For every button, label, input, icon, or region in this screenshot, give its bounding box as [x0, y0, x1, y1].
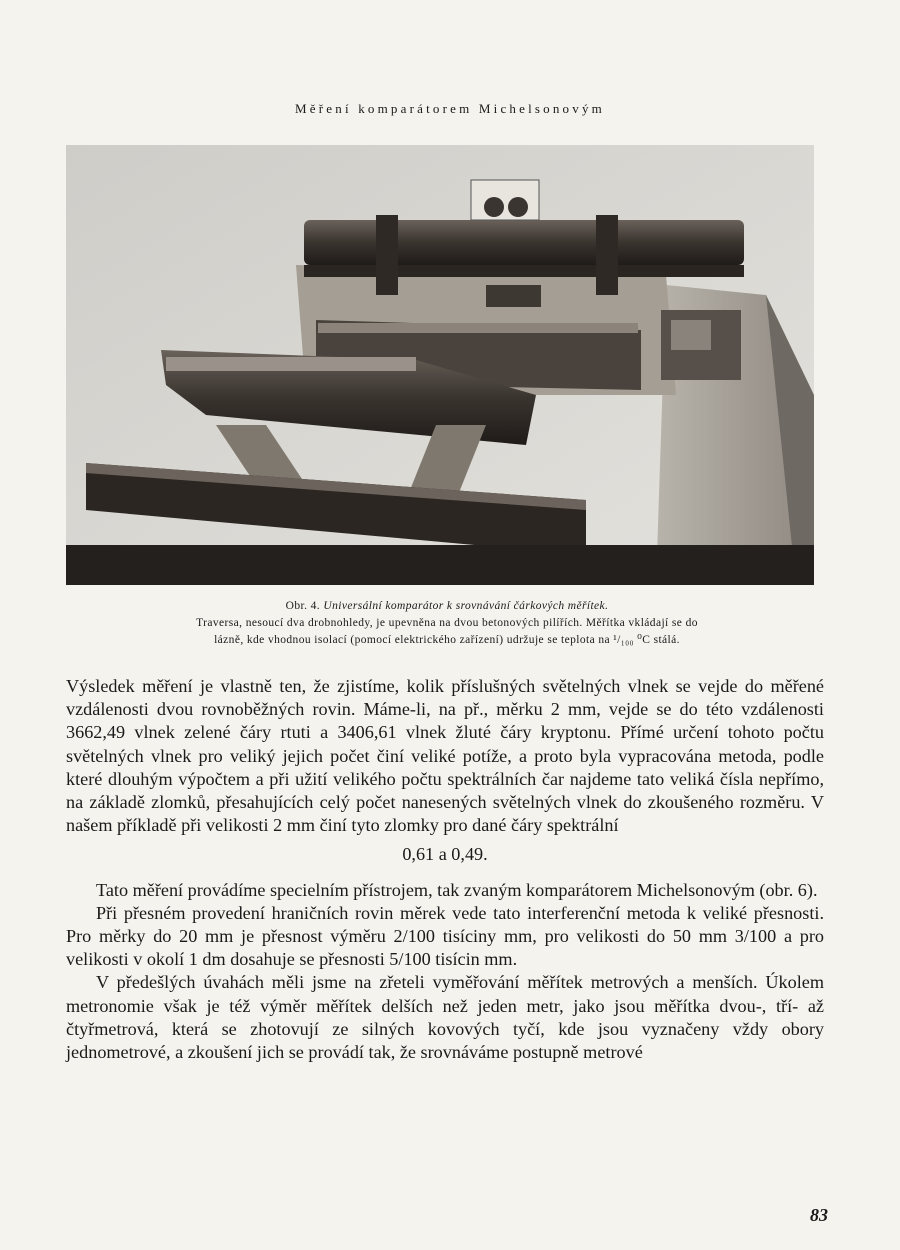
comparator-photograph	[66, 145, 814, 585]
running-head: Měření komparátorem Michelsonovým	[295, 101, 605, 116]
paragraph-2: Tato měření provádíme specielním přístrojem, tak zvaným komparátorem Michelsonovým (obr. 6).	[96, 879, 818, 900]
paragraph-3: Při přesném provedení hraničních rovin měrek vede tato interferenční metoda k veliké přesnosti. Pro měrky do 20 mm je přesnost výměru 2/100 tisíciny mm, pro velikosti do 50 mm 3/100 a pro velikosti v okolí 1 dm dosahuje se přesnosti 5/100 tisícin mm.	[66, 902, 824, 970]
figure-title: Universální komparátor k srovnávání čárkových měřítek.	[323, 600, 609, 612]
figure-label: Obr. 4.	[285, 600, 321, 612]
main-text	[66, 675, 824, 1064]
caption-line-3: lázně, kde vhodnou isolací (pomocí elektrického zařízení) udržuje se teplota na ¹/₁₀₀ ⁰C stálá.	[214, 634, 680, 646]
paragraph-4: V předešlých úvahách měli jsme na zřeteli vyměřování měřítek metrových a menších. Úkolem metronomie však je též výměr měřítek delších než jeden metr, jako jsou měřítka dvou-, tří- až čtyřmetrová, která se zhotovují ze silných kovových tyčí, kde jsou vyznačeny vždy obory jednometrové, a zkoušení jich se provádí tak, že srovnáváme postupně metrové	[66, 972, 824, 1063]
figure-caption	[62, 598, 832, 649]
formula-line: 0,61 a 0,49.	[402, 844, 488, 865]
page-number: 83	[810, 1205, 828, 1225]
caption-line-2: Traversa, nesoucí dva drobnohledy, je upevněna na dvou betonových pilířích. Měřítka vkládají se do	[196, 617, 698, 629]
paragraph-1: Výsledek měření je vlastně ten, že zjistíme, kolik příslušných světelných vlnek se vejde do měřené vzdálenosti dvou rovnoběžných rovin. Máme-li, na př., měrku 2 mm, vejde se do této vzdálenosti 3662,49 vlnek zelené čáry rtuti a 3406,61 vlnek žluté čáry kryptonu. Přímé určení tohoto počtu světelných vlnek pro veliký jejich počet činí veliké potíže, a proto byla vypracována metoda, podle které dlouhým výpočtem a při užití velikého počtu spektrálních čar najdeme tato veliká čísla nepřímo, na základě zlomků, přesahujících celý počet nanesených světelných vlnek do zkoušeného rozměru. V našem příkladě při velikosti 2 mm činí tyto zlomky pro dané čáry spektrální	[66, 676, 824, 836]
